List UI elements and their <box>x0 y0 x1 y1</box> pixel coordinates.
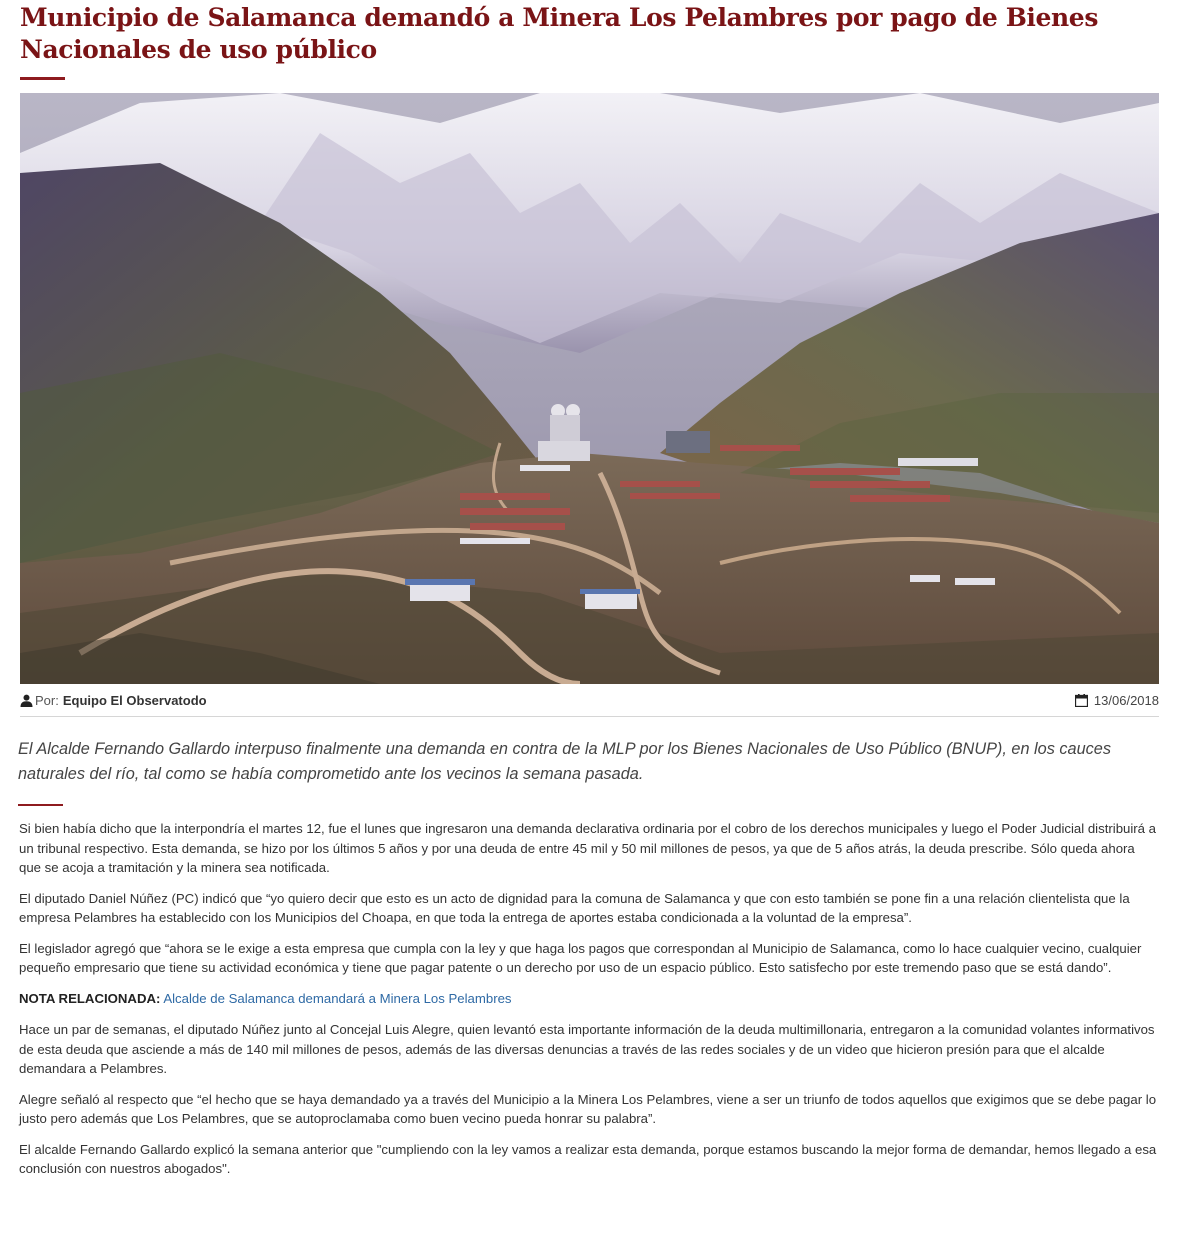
related-note <box>19 989 1159 1009</box>
date-text: 13/06/2018 <box>1093 693 1159 708</box>
body-paragraph: Alegre señaló al respecto que “el hecho que se haya demandado ya a través del Municipio a la Minera Los Pelambres, viene a ser un triunfo de todos aquellos que exigimos que se debe pagar lo justo pero además que Los Pelambres, que se autoproclamaba como buen vecino pueda honrar su palabra”. <box>19 1091 1157 1126</box>
lead-divider <box>18 804 63 806</box>
body-paragraph: Hace un par de semanas, el diputado Núñez junto al Concejal Luis Alegre, quien levantó esta importante información de la deuda multimillonaria, entregaron a la comunidad volantes informativos de esta deuda que asciende a más de 140 mil millones de pesos, además de las diversas denuncias a través de las redes sociales y de un video que hicieron presión para que el alcalde demandara a Pelambres. <box>19 1022 1155 1076</box>
author-byline <box>20 693 207 708</box>
article-meta <box>20 690 1159 717</box>
article-body <box>19 819 1159 1190</box>
related-article-link[interactable]: Alcalde de Salamanca demandará a Minera Los Pelambres <box>163 990 512 1006</box>
body-paragraph: El legislador agregó que “ahora se le exige a esta empresa que cumpla con la ley y que haga los pagos que correspondan al Municipio de Salamanca, como lo hace cualquier vecino, cualquier pequeño empresario que tiene su actividad económica y tiene que pagar patente o un derecho por uso de un espacio público. Esto satisfecho por este tremendo paso que se está dando”. <box>19 940 1142 975</box>
body-paragraph: Si bien había dicho que la interpondría el martes 12, fue el lunes que ingresaron una demanda declarativa ordinaria por el cobro de los derechos municipales y luego el Poder Judicial distribuirá a un tribunal respectivo. Esta demanda, se hizo por los últimos 5 años y por una deuda de entre 45 mil y 50 mil millones de pesos, ya que de 5 años atrás, la deuda prescribe. Sólo queda ahora que se acoja a tramitación y la minera sea notificada. <box>19 821 1157 875</box>
author-name[interactable]: Equipo El Observatodo <box>62 693 207 708</box>
article-title: Municipio de Salamanca demandó a Minera Los Pelambres por pago de Bienes Nacionales de uso público <box>20 3 1098 64</box>
mining-valley-photo <box>20 93 1159 684</box>
hero-image <box>20 93 1159 684</box>
article-lead: El Alcalde Fernando Gallardo interpuso finalmente una demanda en contra de la MLP por los Bienes Nacionales de Uso Público (BNUP), en los cauces naturales del río, tal como se había comprometido ante los vecinos la semana pasada. <box>18 740 1111 783</box>
title-divider <box>20 77 65 80</box>
body-paragraph: El alcalde Fernando Gallardo explicó la semana anterior que "cumpliendo con la ley vamos a realizar esta demanda, porque estamos buscando la mejor forma de demandar, hemos llegado a esa conclusión con nuestros abogados". <box>19 1141 1157 1176</box>
calendar-icon <box>1075 694 1088 707</box>
user-icon <box>20 694 33 707</box>
body-paragraph: El diputado Daniel Núñez (PC) indicó que “yo quiero decir que esto es un acto de dignidad para la comuna de Salamanca y que con esto también se pone fin a una relación clientelista que la empresa Pelambres ha establecido con los Municipios del Choapa, en que toda la entrega de aportes estaba condicionada a la voluntad de la empresa”. <box>19 890 1130 925</box>
publish-date <box>1075 693 1159 708</box>
related-label: NOTA RELACIONADA: <box>19 990 161 1006</box>
author-label: Por: <box>35 693 59 708</box>
